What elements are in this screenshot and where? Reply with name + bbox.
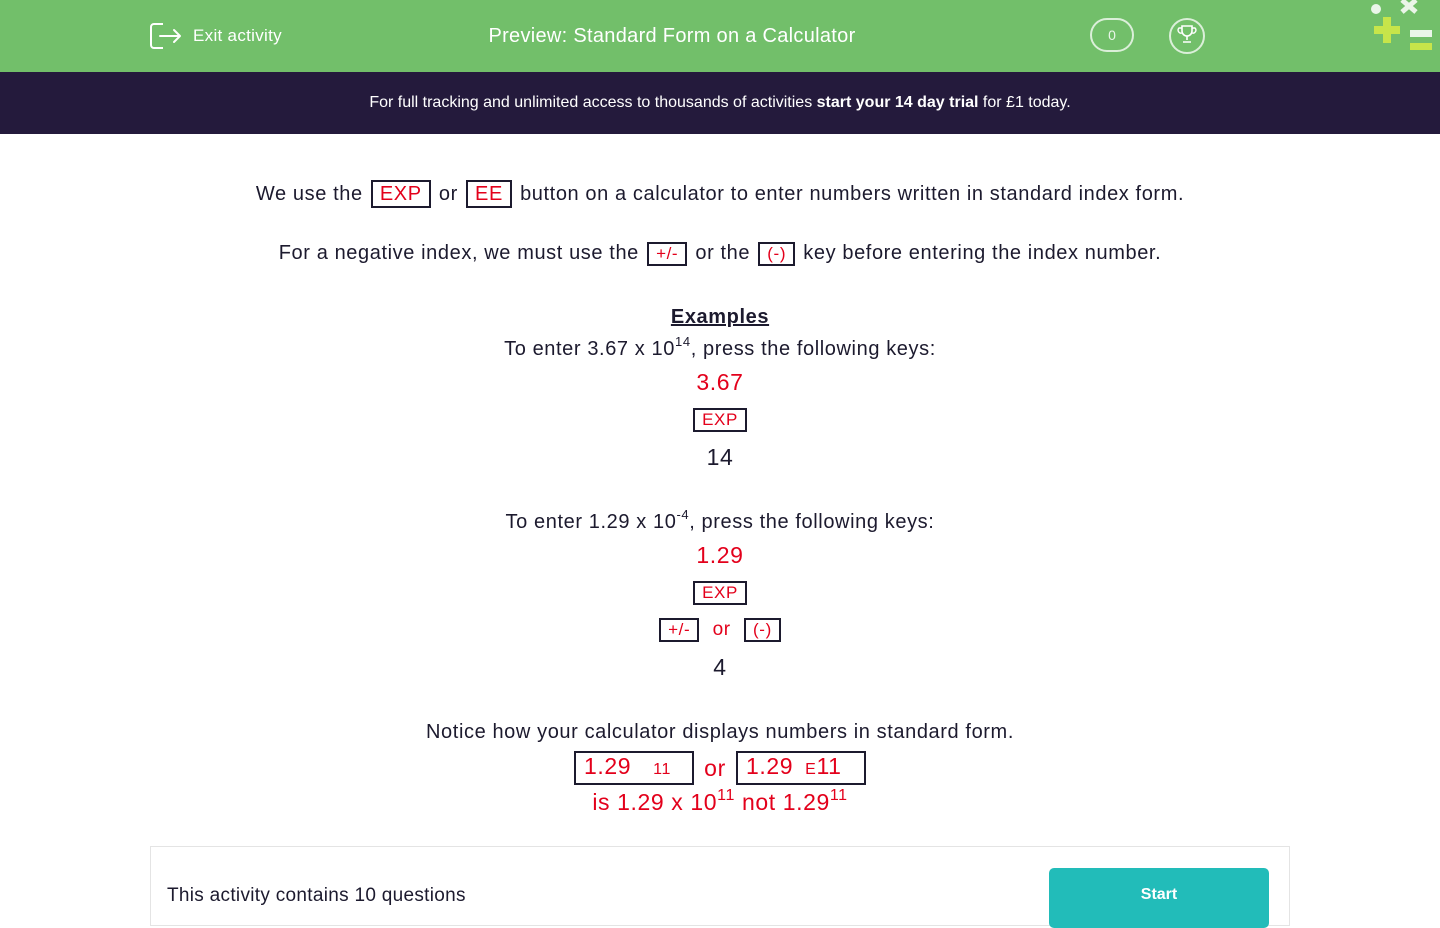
result-power: 11	[717, 787, 735, 805]
exp-key: EXP	[693, 408, 747, 432]
display-exponent: 11	[816, 753, 842, 779]
trophy-button[interactable]	[1169, 18, 1205, 54]
calculator-displays	[0, 751, 1440, 783]
trial-banner	[0, 72, 1440, 134]
plus-minus-key: +/-	[647, 242, 687, 266]
trial-banner-link[interactable]: start your 14 day trial	[816, 94, 979, 111]
display-number: 1.29	[584, 753, 632, 779]
example-text: To enter 1.29 x 10	[505, 511, 677, 533]
intro-or: or	[438, 183, 458, 205]
exp-key: EXP	[693, 581, 747, 605]
intro-paragraph-2	[0, 242, 1440, 266]
example-power: -4	[676, 507, 690, 523]
notice-text: Notice how your calculator displays numbers in standard form.	[426, 721, 1014, 743]
example-2-negative-row	[0, 618, 1440, 642]
trophy-icon	[1176, 23, 1198, 50]
negative-key: (-)	[744, 618, 781, 642]
top-bar	[0, 0, 1440, 72]
example-power: 14	[675, 334, 691, 350]
result-text: not 1.29	[734, 789, 830, 815]
display-or: or	[704, 754, 726, 781]
intro-text: We use the	[255, 183, 369, 205]
result-power: 11	[829, 787, 848, 805]
trial-banner-text-end: for £1 today.	[978, 94, 1071, 111]
example-1-index: 14	[706, 444, 734, 470]
example-2-key-row	[0, 581, 1440, 605]
example-2-index: 4	[713, 654, 727, 680]
examples-heading: Examples	[670, 306, 770, 328]
negative-or: or	[712, 619, 731, 640]
ee-key: EE	[466, 180, 512, 208]
display-e: E	[805, 761, 817, 778]
exp-key: EXP	[371, 180, 431, 208]
calculator-display-1	[574, 751, 694, 785]
example-text-end: , press the following keys:	[690, 338, 936, 360]
plus-minus-key: +/-	[659, 618, 699, 642]
example-2-intro	[0, 507, 1440, 534]
intro-paragraph-1	[0, 180, 1440, 208]
intro-or: or the	[695, 242, 751, 264]
intro-text-end: button on a calculator to enter numbers written in standard index form.	[520, 183, 1185, 205]
calculator-display-2	[736, 751, 866, 785]
example-2-number: 1.29	[696, 542, 744, 568]
negative-key: (-)	[758, 242, 795, 266]
trial-banner-text: For full tracking and unlimited access to thousands of activities	[369, 94, 817, 111]
brand-logo	[1366, 0, 1440, 60]
activity-card	[150, 846, 1290, 926]
display-number: 1.29	[746, 753, 794, 779]
start-button[interactable]: Start	[1049, 868, 1269, 928]
result-text: is 1.29 x 10	[592, 789, 718, 815]
notice-result	[0, 789, 1440, 816]
exit-activity-label: Exit activity	[193, 26, 282, 45]
page-title: Preview: Standard Form on a Calculator	[488, 25, 856, 47]
question-count: This activity contains 10 questions	[167, 885, 466, 906]
example-text: To enter 3.67 x 10	[504, 338, 676, 360]
score-counter: 0	[1090, 18, 1134, 52]
intro-text: For a negative index, we must use the	[278, 242, 639, 264]
display-exponent: 11	[653, 761, 671, 778]
example-1-key-row	[0, 408, 1440, 432]
example-1-intro	[0, 334, 1440, 361]
example-text-end: , press the following keys:	[689, 511, 935, 533]
example-1-number: 3.67	[696, 369, 744, 395]
intro-text-end: key before entering the index number.	[803, 242, 1162, 264]
